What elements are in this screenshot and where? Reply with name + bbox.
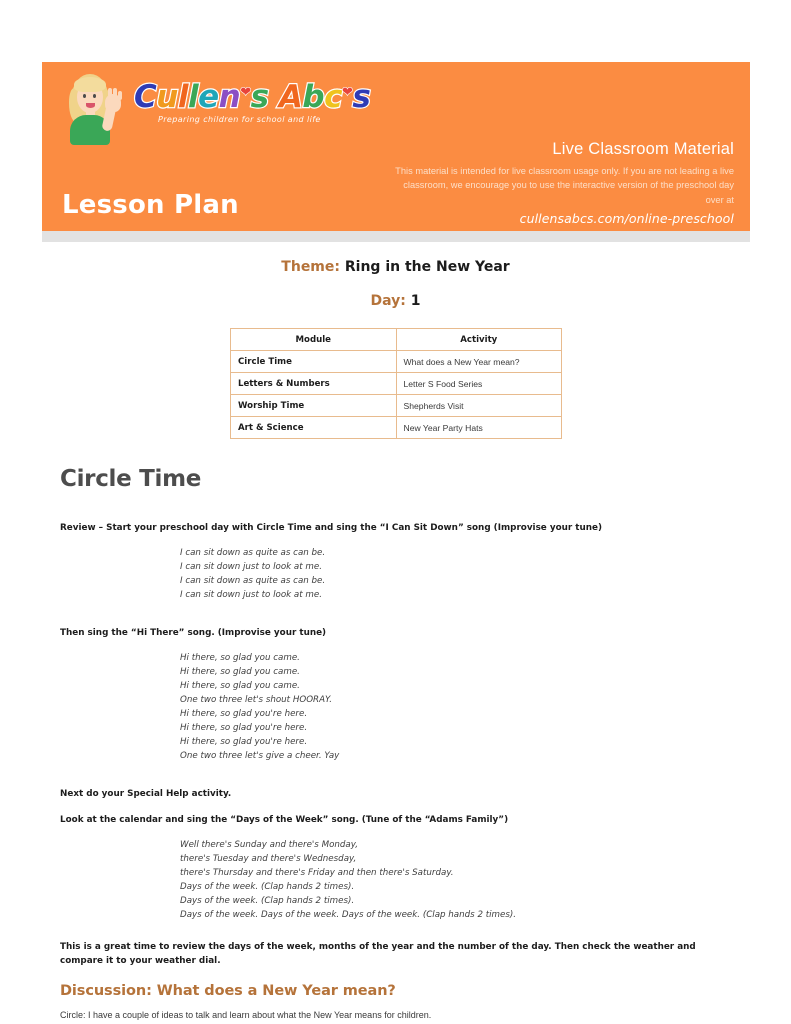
theme-line [0, 259, 791, 275]
brand-wordmark [134, 72, 370, 124]
cell-module: Letters & Numbers [231, 373, 397, 395]
table-row [231, 373, 562, 395]
review-instruction: Review – Start your preschool day with Circle Time and sing the “I Can Sit Down” song (Improvise your tune) [60, 523, 602, 533]
table-row [231, 351, 562, 373]
cell-module: Circle Time [231, 351, 397, 373]
brand-letter: n [218, 79, 241, 115]
table-row [231, 395, 562, 417]
hi-there-lyrics [180, 651, 746, 764]
calendar-instruction: Look at the calendar and sing the “Days of the Week” song. (Tune of the “Adams Family”) [60, 814, 509, 825]
heart-icon: ❤ [341, 84, 353, 100]
brand-letter: l [187, 79, 199, 115]
brand-logo [64, 72, 370, 144]
day-line [0, 293, 791, 309]
cell-activity: What does a New Year mean? [396, 351, 562, 373]
table-header-row [231, 329, 562, 351]
lyric-line: Hi there, so glad you came. [180, 680, 300, 691]
cell-activity: Shepherds Visit [396, 395, 562, 417]
brand-letter: b [302, 79, 325, 115]
day-label: Day: [370, 293, 406, 309]
discussion-body: Circle: I have a couple of ideas to talk and learn about what the New Year means for children. [60, 1009, 432, 1020]
lyric-line: One two three let's shout HOORAY. [180, 695, 332, 706]
header-notice-url[interactable]: cullensabcs.com/online-preschool [519, 211, 734, 227]
brand-letter: u [156, 79, 178, 115]
theme-label: Theme: [281, 259, 340, 275]
brand-tagline: Preparing children for school and life [158, 115, 321, 124]
brand-letter: A [278, 79, 303, 115]
column-header-module: Module [231, 329, 397, 351]
section-heading-circle-time: Circle Time [60, 466, 202, 492]
brand-letter: s [352, 79, 371, 115]
header-notice [394, 140, 734, 226]
module-activity-table [230, 328, 562, 439]
heart-icon: ❤ [240, 84, 251, 100]
header-divider-strip [42, 231, 750, 242]
page-title: Lesson Plan [62, 190, 239, 220]
lyric-line: there's Tuesday and there's Wednesday, [180, 853, 357, 864]
brand-letter: e [198, 79, 219, 115]
lesson-body [60, 466, 746, 1022]
lyric-line: Hi there, so glad you came. [180, 652, 300, 663]
lyric-line: Hi there, so glad you're here. [180, 737, 308, 748]
day-value: 1 [410, 293, 421, 309]
cell-activity: Letter S Food Series [396, 373, 562, 395]
days-of-week-lyrics [180, 838, 746, 923]
brand-letter: s [250, 79, 269, 115]
lyric-line: Days of the week. (Clap hands 2 times). [180, 882, 355, 893]
brand-letter: l [177, 79, 188, 115]
header-notice-body: This material is intended for live classroom usage only. If you are not leading a live classroom, we encourage you to use the interactive version of the preschool day over at [395, 166, 734, 205]
lyric-line: Well there's Sunday and there's Monday, [180, 839, 358, 850]
column-header-activity: Activity [396, 329, 562, 351]
discussion-heading: Discussion: What does a New Year mean? [60, 982, 396, 999]
cell-activity: New Year Party Hats [396, 417, 562, 439]
table-row [231, 417, 562, 439]
lyric-line: I can sit down just to look at me. [180, 562, 322, 573]
lyric-line: I can sit down as quite as can be. [180, 548, 326, 559]
theme-value: Ring in the New Year [344, 259, 510, 275]
lyric-line: Days of the week. (Clap hands 2 times). [180, 896, 355, 907]
lyric-line: there's Thursday and there's Friday and then there's Saturday. [180, 868, 454, 879]
hi-there-instruction: Then sing the “Hi There” song. (Improvise your tune) [60, 627, 327, 638]
header-notice-title: Live Classroom Material [552, 140, 734, 158]
lyric-line: Hi there, so glad you're here. [180, 723, 308, 734]
cell-module: Worship Time [231, 395, 397, 417]
lyric-line: Days of the week. Days of the week. Days of the week. (Clap hands 2 times). [180, 910, 517, 921]
brand-letter: c [324, 79, 342, 115]
lyric-line: Hi there, so glad you came. [180, 666, 300, 677]
teacher-avatar-icon [64, 72, 126, 144]
special-help-instruction: Next do your Special Help activity. [60, 788, 232, 799]
lyric-line: I can sit down as quite as can be. [180, 576, 326, 587]
sit-down-lyrics [180, 546, 746, 602]
closing-paragraph: This is a great time to review the days of the week, months of the year and the number of the day. Then check the weather and compare it to your weather dial. [60, 942, 696, 967]
lyric-line: Hi there, so glad you're here. [180, 709, 308, 720]
brand-letter: C [134, 79, 157, 115]
lyric-line: One two three let's give a cheer. Yay [180, 751, 340, 762]
header-band [42, 62, 750, 231]
cell-module: Art & Science [231, 417, 397, 439]
lyric-line: I can sit down just to look at me. [180, 590, 322, 601]
